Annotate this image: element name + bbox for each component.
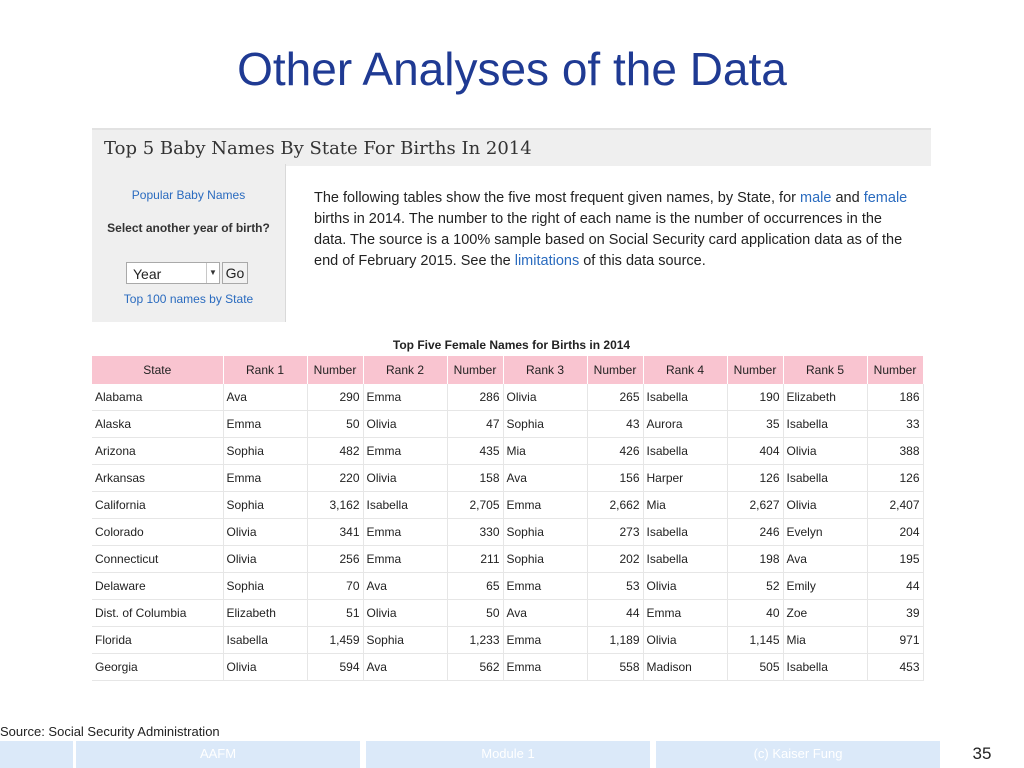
count-cell: 156 xyxy=(587,465,643,492)
name-cell: Emily xyxy=(783,573,867,600)
page-header xyxy=(92,128,931,166)
count-cell: 51 xyxy=(307,600,363,627)
count-cell: 198 xyxy=(727,546,783,573)
count-cell: 47 xyxy=(447,411,503,438)
name-cell: Mia xyxy=(643,492,727,519)
count-cell: 265 xyxy=(587,384,643,411)
state-cell: Alaska xyxy=(92,411,223,438)
name-cell: Emma xyxy=(363,438,447,465)
name-cell: Ava xyxy=(223,384,307,411)
table-row xyxy=(92,546,923,573)
count-cell: 1,233 xyxy=(447,627,503,654)
column-header: Rank 4 xyxy=(643,356,727,384)
year-select[interactable] xyxy=(126,262,220,284)
count-cell: 65 xyxy=(447,573,503,600)
count-cell: 482 xyxy=(307,438,363,465)
count-cell: 594 xyxy=(307,654,363,681)
description-text-1: The following tables show the five most frequent given names, by State, for xyxy=(314,190,801,206)
description-text-3: births in 2014. The number to the right of each name is the number of occurrences in the data. The source is a 100% sample based on Social Security card application data as of the end of February 2015. See the xyxy=(314,211,903,269)
count-cell: 158 xyxy=(447,465,503,492)
count-cell: 286 xyxy=(447,384,503,411)
column-header: Rank 3 xyxy=(503,356,587,384)
count-cell: 44 xyxy=(587,600,643,627)
count-cell: 1,459 xyxy=(307,627,363,654)
column-header: Number xyxy=(727,356,783,384)
name-cell: Sophia xyxy=(223,438,307,465)
count-cell: 1,189 xyxy=(587,627,643,654)
slide-title: Other Analyses of the Data xyxy=(237,43,787,95)
table-row xyxy=(92,600,923,627)
count-cell: 404 xyxy=(727,438,783,465)
name-cell: Mia xyxy=(783,627,867,654)
table-row xyxy=(92,519,923,546)
count-cell: 126 xyxy=(727,465,783,492)
table-row xyxy=(92,384,923,411)
name-cell: Harper xyxy=(643,465,727,492)
embedded-webpage-screenshot xyxy=(92,128,931,688)
description-paragraph xyxy=(314,188,914,272)
name-cell: Elizabeth xyxy=(783,384,867,411)
column-header: Rank 1 xyxy=(223,356,307,384)
sidebar xyxy=(92,164,286,322)
count-cell: 341 xyxy=(307,519,363,546)
state-cell: Arkansas xyxy=(92,465,223,492)
count-cell: 53 xyxy=(587,573,643,600)
name-cell: Ava xyxy=(783,546,867,573)
state-cell: Dist. of Columbia xyxy=(92,600,223,627)
state-cell: Colorado xyxy=(92,519,223,546)
table-row xyxy=(92,465,923,492)
column-header: Rank 2 xyxy=(363,356,447,384)
count-cell: 562 xyxy=(447,654,503,681)
state-cell: Arizona xyxy=(92,438,223,465)
name-cell: Olivia xyxy=(223,546,307,573)
table-header-row xyxy=(92,356,923,384)
name-cell: Sophia xyxy=(503,519,587,546)
footer-course: AAFM xyxy=(199,746,237,761)
count-cell: 211 xyxy=(447,546,503,573)
column-header: Number xyxy=(867,356,923,384)
count-cell: 43 xyxy=(587,411,643,438)
female-link[interactable]: female xyxy=(863,190,908,206)
name-cell: Sophia xyxy=(363,627,447,654)
name-cell: Madison xyxy=(643,654,727,681)
year-select-value: Year xyxy=(133,266,162,282)
count-cell: 558 xyxy=(587,654,643,681)
count-cell: 126 xyxy=(867,465,923,492)
count-cell: 52 xyxy=(727,573,783,600)
state-cell: Alabama xyxy=(92,384,223,411)
name-cell: Elizabeth xyxy=(223,600,307,627)
column-header: Number xyxy=(447,356,503,384)
table-row xyxy=(92,492,923,519)
count-cell: 204 xyxy=(867,519,923,546)
go-button[interactable]: Go xyxy=(222,262,248,284)
table-row xyxy=(92,627,923,654)
footer-copyright: (c) Kaiser Fung xyxy=(753,746,843,761)
name-cell: Isabella xyxy=(363,492,447,519)
name-cell: Ava xyxy=(363,573,447,600)
state-cell: Georgia xyxy=(92,654,223,681)
name-cell: Olivia xyxy=(363,600,447,627)
table-row xyxy=(92,573,923,600)
page-number: 35 xyxy=(972,744,992,763)
name-cell: Aurora xyxy=(643,411,727,438)
count-cell: 453 xyxy=(867,654,923,681)
name-cell: Isabella xyxy=(643,519,727,546)
state-cell: California xyxy=(92,492,223,519)
name-cell: Emma xyxy=(643,600,727,627)
name-cell: Olivia xyxy=(503,384,587,411)
table-row xyxy=(92,654,923,681)
count-cell: 330 xyxy=(447,519,503,546)
count-cell: 3,162 xyxy=(307,492,363,519)
name-cell: Olivia xyxy=(783,492,867,519)
popular-baby-names-link[interactable]: Popular Baby Names xyxy=(131,188,246,202)
count-cell: 190 xyxy=(727,384,783,411)
name-cell: Olivia xyxy=(643,627,727,654)
name-cell: Sophia xyxy=(223,492,307,519)
count-cell: 195 xyxy=(867,546,923,573)
name-cell: Emma xyxy=(503,573,587,600)
count-cell: 220 xyxy=(307,465,363,492)
count-cell: 388 xyxy=(867,438,923,465)
top-100-names-link[interactable]: Top 100 names by State xyxy=(123,292,254,306)
name-cell: Ava xyxy=(503,600,587,627)
select-year-label: Select another year of birth? xyxy=(107,221,270,235)
name-cell: Olivia xyxy=(363,411,447,438)
count-cell: 40 xyxy=(727,600,783,627)
state-cell: Connecticut xyxy=(92,546,223,573)
state-cell: Florida xyxy=(92,627,223,654)
source-note: Source: Social Security Administration xyxy=(0,724,220,739)
column-header: Number xyxy=(307,356,363,384)
female-names-table xyxy=(92,356,924,681)
name-cell: Emma xyxy=(363,384,447,411)
count-cell: 39 xyxy=(867,600,923,627)
name-cell: Olivia xyxy=(223,654,307,681)
name-cell: Sophia xyxy=(503,411,587,438)
count-cell: 2,407 xyxy=(867,492,923,519)
count-cell: 505 xyxy=(727,654,783,681)
count-cell: 426 xyxy=(587,438,643,465)
name-cell: Emma xyxy=(503,492,587,519)
state-cell: Delaware xyxy=(92,573,223,600)
count-cell: 971 xyxy=(867,627,923,654)
name-cell: Olivia xyxy=(643,573,727,600)
count-cell: 186 xyxy=(867,384,923,411)
count-cell: 290 xyxy=(307,384,363,411)
name-cell: Isabella xyxy=(783,654,867,681)
name-cell: Ava xyxy=(363,654,447,681)
footer-module: Module 1 xyxy=(481,746,535,761)
count-cell: 50 xyxy=(307,411,363,438)
count-cell: 44 xyxy=(867,573,923,600)
description-text-2: and xyxy=(831,190,864,206)
table-title: Top Five Female Names for Births in 2014 xyxy=(392,338,631,352)
chevron-down-icon: ▼ xyxy=(206,263,219,283)
count-cell: 246 xyxy=(727,519,783,546)
count-cell: 202 xyxy=(587,546,643,573)
table-row xyxy=(92,438,923,465)
page-heading: Top 5 Baby Names By State For Births In 2014 xyxy=(104,138,532,159)
name-cell: Olivia xyxy=(223,519,307,546)
footer-bar-segment xyxy=(0,741,73,768)
count-cell: 35 xyxy=(727,411,783,438)
male-link[interactable]: male xyxy=(800,190,832,206)
count-cell: 2,705 xyxy=(447,492,503,519)
count-cell: 1,145 xyxy=(727,627,783,654)
count-cell: 50 xyxy=(447,600,503,627)
name-cell: Sophia xyxy=(503,546,587,573)
name-cell: Olivia xyxy=(783,438,867,465)
name-cell: Mia xyxy=(503,438,587,465)
column-header: Number xyxy=(587,356,643,384)
name-cell: Emma xyxy=(223,411,307,438)
name-cell: Emma xyxy=(363,546,447,573)
name-cell: Emma xyxy=(223,465,307,492)
name-cell: Emma xyxy=(503,654,587,681)
count-cell: 33 xyxy=(867,411,923,438)
name-cell: Zoe xyxy=(783,600,867,627)
limitations-link[interactable]: limitations xyxy=(514,253,580,269)
count-cell: 2,627 xyxy=(727,492,783,519)
name-cell: Isabella xyxy=(223,627,307,654)
name-cell: Isabella xyxy=(783,411,867,438)
name-cell: Emma xyxy=(363,519,447,546)
table-row xyxy=(92,411,923,438)
description-text-4: of this data source. xyxy=(579,253,706,269)
count-cell: 2,662 xyxy=(587,492,643,519)
name-cell: Emma xyxy=(503,627,587,654)
name-cell: Isabella xyxy=(643,546,727,573)
count-cell: 435 xyxy=(447,438,503,465)
column-header: Rank 5 xyxy=(783,356,867,384)
name-cell: Isabella xyxy=(643,384,727,411)
count-cell: 70 xyxy=(307,573,363,600)
name-cell: Olivia xyxy=(363,465,447,492)
name-cell: Isabella xyxy=(643,438,727,465)
column-header: State xyxy=(92,356,223,384)
count-cell: 273 xyxy=(587,519,643,546)
name-cell: Sophia xyxy=(223,573,307,600)
count-cell: 256 xyxy=(307,546,363,573)
name-cell: Ava xyxy=(503,465,587,492)
name-cell: Evelyn xyxy=(783,519,867,546)
name-cell: Isabella xyxy=(783,465,867,492)
